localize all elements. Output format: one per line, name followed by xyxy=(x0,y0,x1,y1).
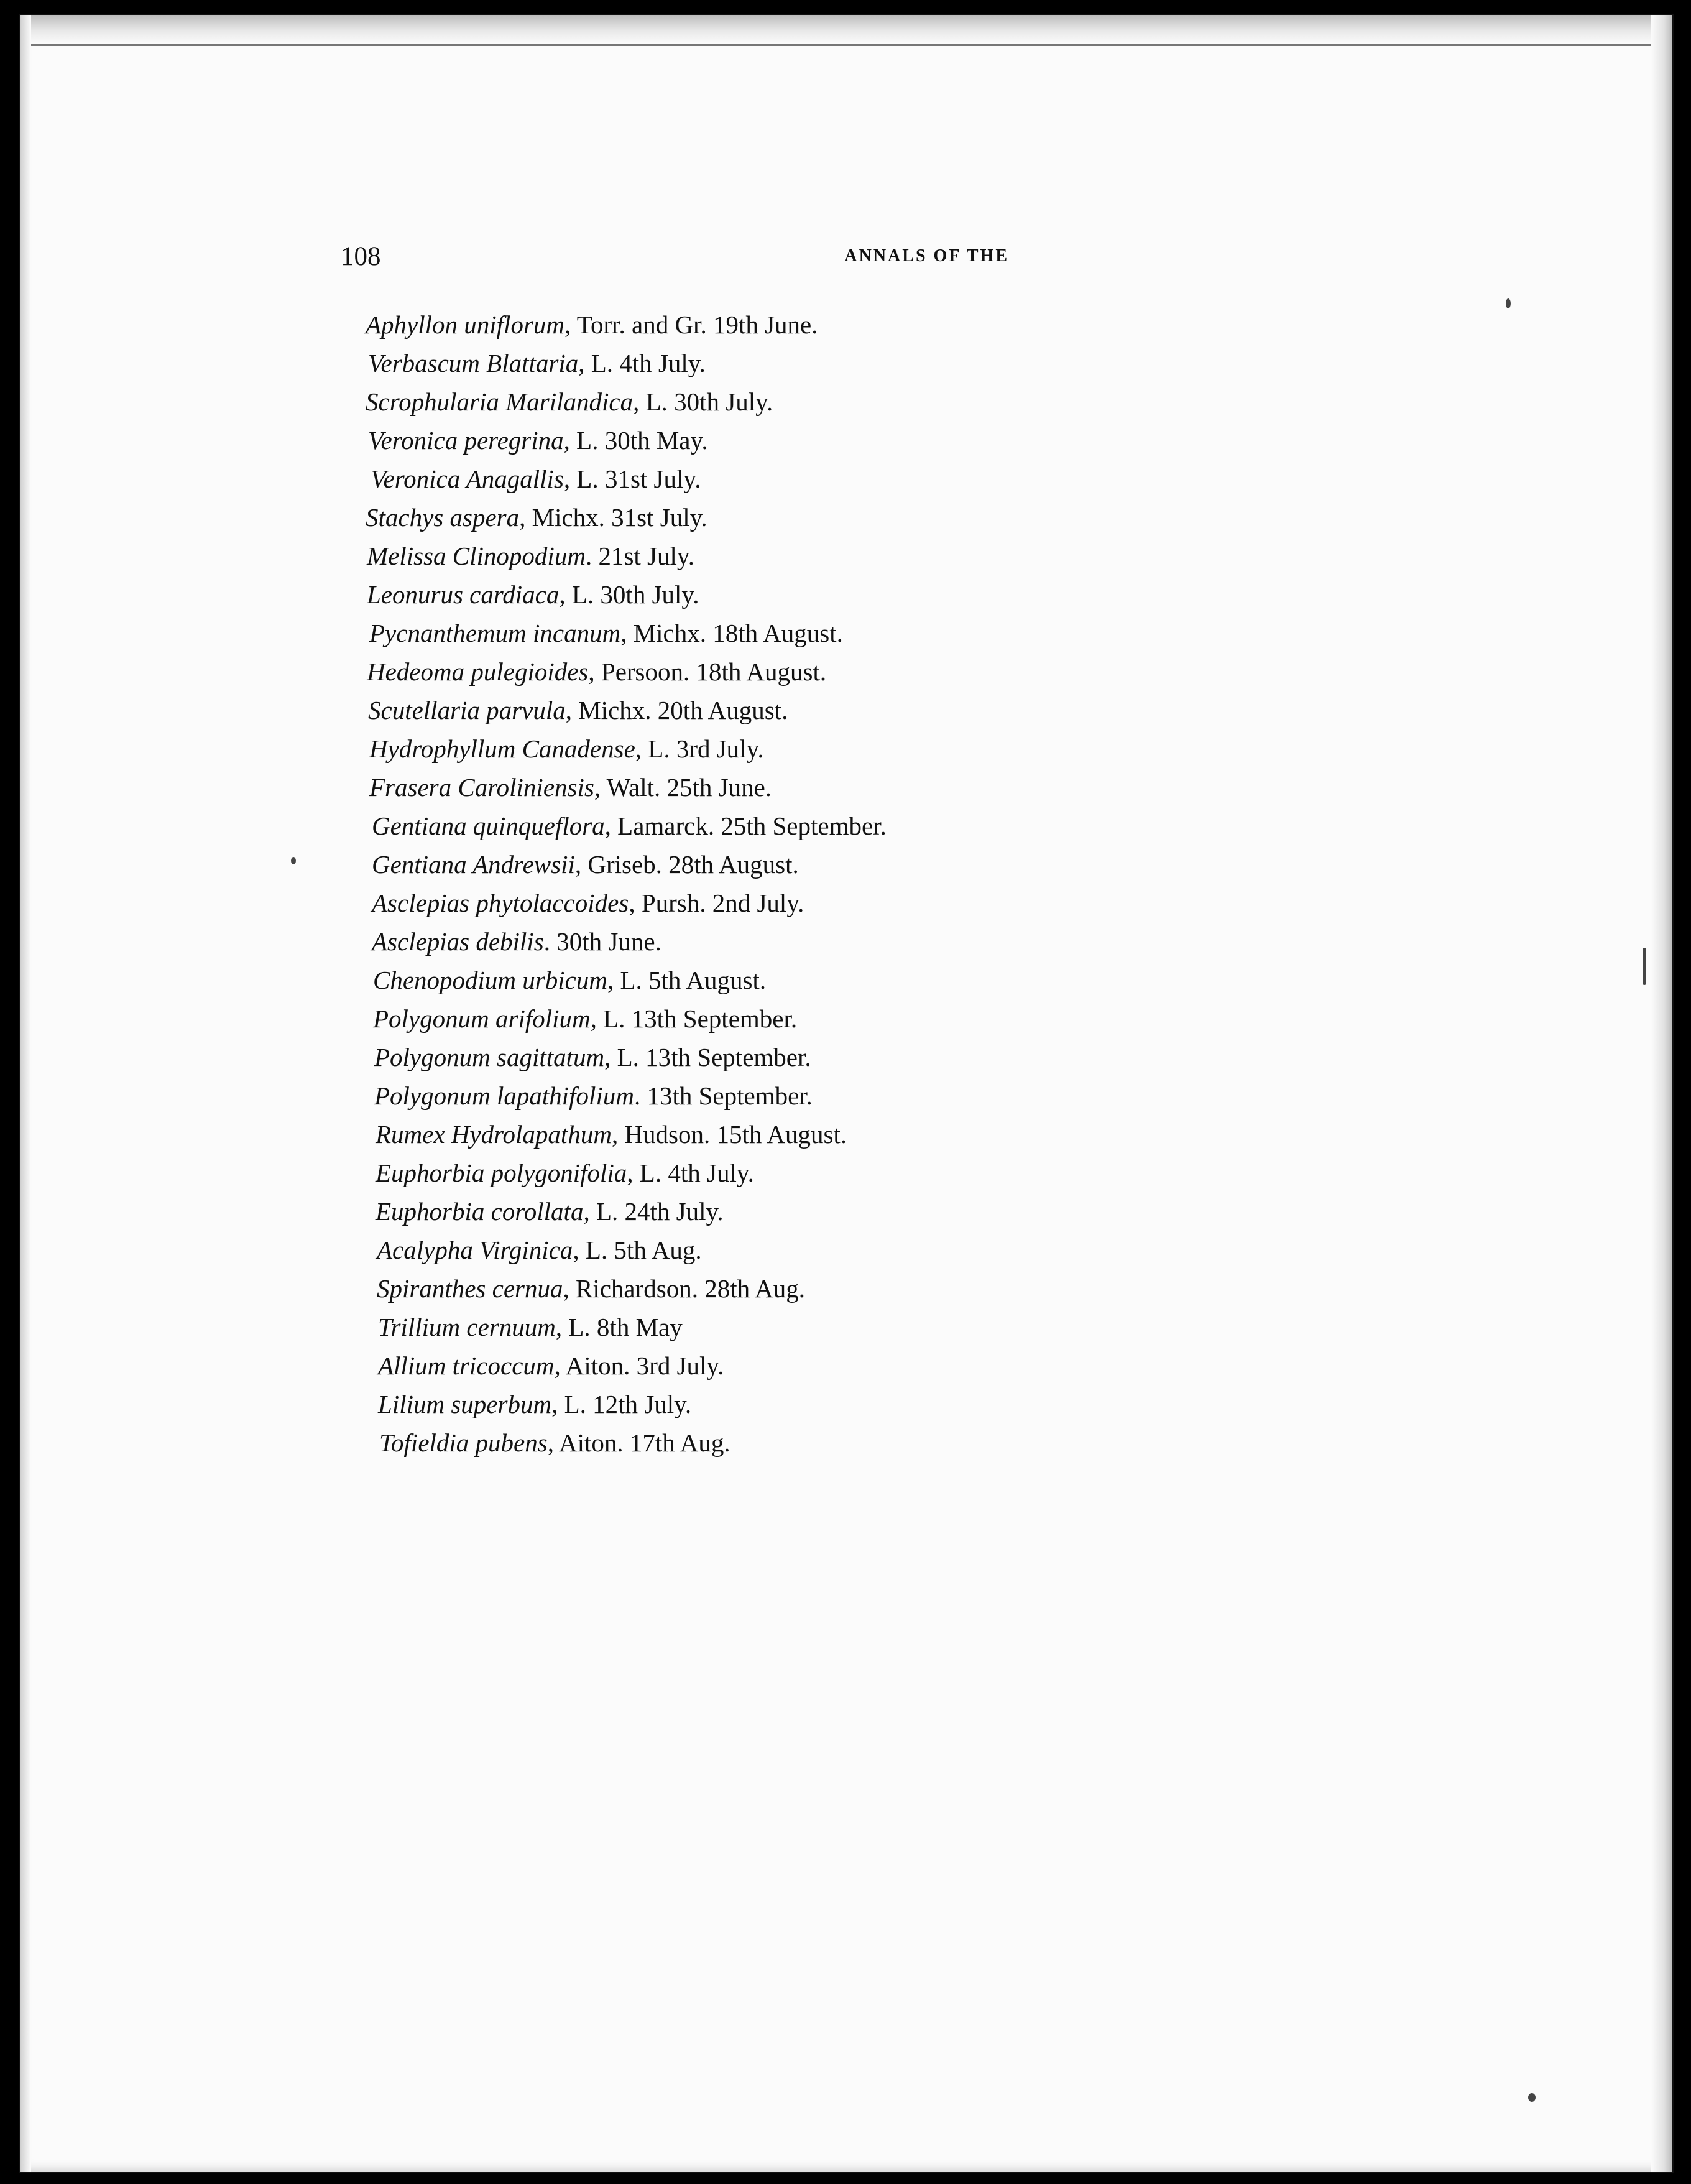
species-entry xyxy=(376,1154,1062,1192)
species-details: . 13th September. xyxy=(634,1081,813,1110)
species-entry xyxy=(376,1192,1062,1231)
species-details: , Michx. 31st July. xyxy=(519,503,707,532)
species-name: Euphorbia corollata xyxy=(376,1197,584,1226)
species-name: Leonurus cardiaca xyxy=(367,580,560,609)
species-entry xyxy=(367,575,1062,614)
species-name: Chenopodium urbicum xyxy=(373,966,607,994)
species-entry xyxy=(371,460,1062,498)
species-name: Polygonum arifolium xyxy=(373,1004,591,1033)
species-name: Veronica Anagallis xyxy=(371,465,564,493)
page-top-edge xyxy=(20,15,1672,46)
speck-mark xyxy=(1506,298,1511,308)
species-details: , L. 30th July. xyxy=(633,387,773,416)
species-details: , Walt. 25th June. xyxy=(594,773,772,802)
species-details: , L. 4th July. xyxy=(578,349,706,377)
species-entry xyxy=(369,729,1062,768)
page-right-edge xyxy=(1651,15,1672,2172)
species-details: , Aiton. 3rd July. xyxy=(554,1351,724,1380)
species-name: Pycnanthemum incanum xyxy=(369,619,621,647)
species-name: Verbascum Blattaria xyxy=(368,349,579,377)
species-details: , Griseb. 28th August. xyxy=(574,850,799,879)
species-details: , Aiton. 17th Aug. xyxy=(547,1428,730,1457)
species-details: , L. 30th May. xyxy=(563,426,708,455)
species-entry xyxy=(372,845,1062,884)
species-name: Aphyllon uniflorum xyxy=(366,310,565,339)
page-left-edge xyxy=(20,15,31,2172)
edge-mark xyxy=(1643,948,1646,985)
species-details: , Michx. 18th August. xyxy=(620,619,843,647)
species-name: Frasera Caroliniensis xyxy=(369,773,594,802)
species-details: , Persoon. 18th August. xyxy=(588,657,827,686)
species-name: Scutellaria parvula xyxy=(368,696,566,724)
species-name: Allium tricoccum xyxy=(378,1351,555,1380)
species-entry xyxy=(369,614,1062,652)
species-details: , Richardson. 28th Aug. xyxy=(563,1274,805,1303)
page-number: 108 xyxy=(341,242,381,271)
species-name: Asclepias phytolaccoides xyxy=(372,889,629,917)
species-entry xyxy=(373,999,1062,1038)
species-entry xyxy=(374,1076,1062,1115)
running-title: ANNALS OF THE xyxy=(844,246,1009,266)
species-entry xyxy=(377,1269,1062,1308)
species-name: Stachys aspera xyxy=(366,503,520,532)
species-entry xyxy=(367,652,1062,691)
species-entry xyxy=(368,691,1062,729)
species-name: Polygonum lapathifolium xyxy=(374,1081,634,1110)
species-details: , Pursh. 2nd July. xyxy=(629,889,804,917)
species-name: Hydrophyllum Canadense xyxy=(369,734,635,763)
species-name: Trillium cernuum xyxy=(378,1313,556,1341)
species-name: Gentiana quinqueflora xyxy=(372,812,605,840)
speck-mark xyxy=(1528,2093,1536,2102)
species-details: , L. 5th August. xyxy=(607,966,767,994)
species-details: . 30th June. xyxy=(543,927,661,956)
species-details: , L. 4th July. xyxy=(627,1159,754,1187)
species-name: Veronica peregrina xyxy=(368,426,564,455)
species-entry xyxy=(378,1346,1062,1385)
species-entry xyxy=(379,1423,1062,1462)
species-details: , Torr. and Gr. 19th June. xyxy=(564,310,818,339)
species-details: , Michx. 20th August. xyxy=(565,696,788,724)
species-entry xyxy=(372,922,1062,961)
species-details: . 21st July. xyxy=(585,542,694,570)
species-entry xyxy=(378,1308,1062,1346)
species-details: , L. 12th July. xyxy=(551,1390,692,1418)
species-name: Gentiana Andrewsii xyxy=(372,850,575,879)
species-entry xyxy=(372,884,1062,922)
species-entry xyxy=(369,768,1062,807)
species-entry xyxy=(373,961,1062,999)
species-details: , Hudson. 15th August. xyxy=(611,1120,847,1149)
species-details: , L. 24th July. xyxy=(583,1197,724,1226)
species-name: Spiranthes cernua xyxy=(377,1274,563,1303)
species-name: Lilium superbum xyxy=(378,1390,552,1418)
species-name: Scrophularia Marilandica xyxy=(366,387,634,416)
species-entry xyxy=(377,1231,1062,1269)
species-details: , L. 5th Aug. xyxy=(573,1236,702,1264)
species-entry xyxy=(366,305,1062,344)
species-details: , L. 31st July. xyxy=(563,465,701,493)
species-name: Euphorbia polygonifolia xyxy=(376,1159,627,1187)
species-entry xyxy=(376,1115,1062,1154)
species-entry xyxy=(372,807,1062,845)
species-details: , L. 8th May xyxy=(555,1313,683,1341)
species-details: , L. 13th September. xyxy=(604,1043,811,1071)
species-entry xyxy=(366,382,1062,421)
species-entry xyxy=(374,1038,1062,1076)
species-entry xyxy=(367,537,1062,575)
species-name: Hedeoma pulegioides xyxy=(367,657,589,686)
species-details: , L. 3rd July. xyxy=(635,734,764,763)
species-list xyxy=(366,305,1062,1462)
species-entry xyxy=(378,1385,1062,1423)
species-details: , L. 30th July. xyxy=(559,580,699,609)
species-details: , L. 13th September. xyxy=(590,1004,798,1033)
species-details: , Lamarck. 25th September. xyxy=(604,812,887,840)
species-entry xyxy=(368,421,1062,460)
species-name: Asclepias debilis xyxy=(372,927,544,956)
species-name: Polygonum sagittatum xyxy=(374,1043,605,1071)
species-entry xyxy=(366,498,1062,537)
species-entry xyxy=(368,344,1062,382)
running-head xyxy=(341,235,1009,279)
species-name: Acalypha Virginica xyxy=(377,1236,573,1264)
species-name: Rumex Hydrolapathum xyxy=(376,1120,612,1149)
species-name: Melissa Clinopodium xyxy=(367,542,586,570)
speck-mark xyxy=(291,857,296,864)
species-name: Tofieldia pubens xyxy=(379,1428,548,1457)
